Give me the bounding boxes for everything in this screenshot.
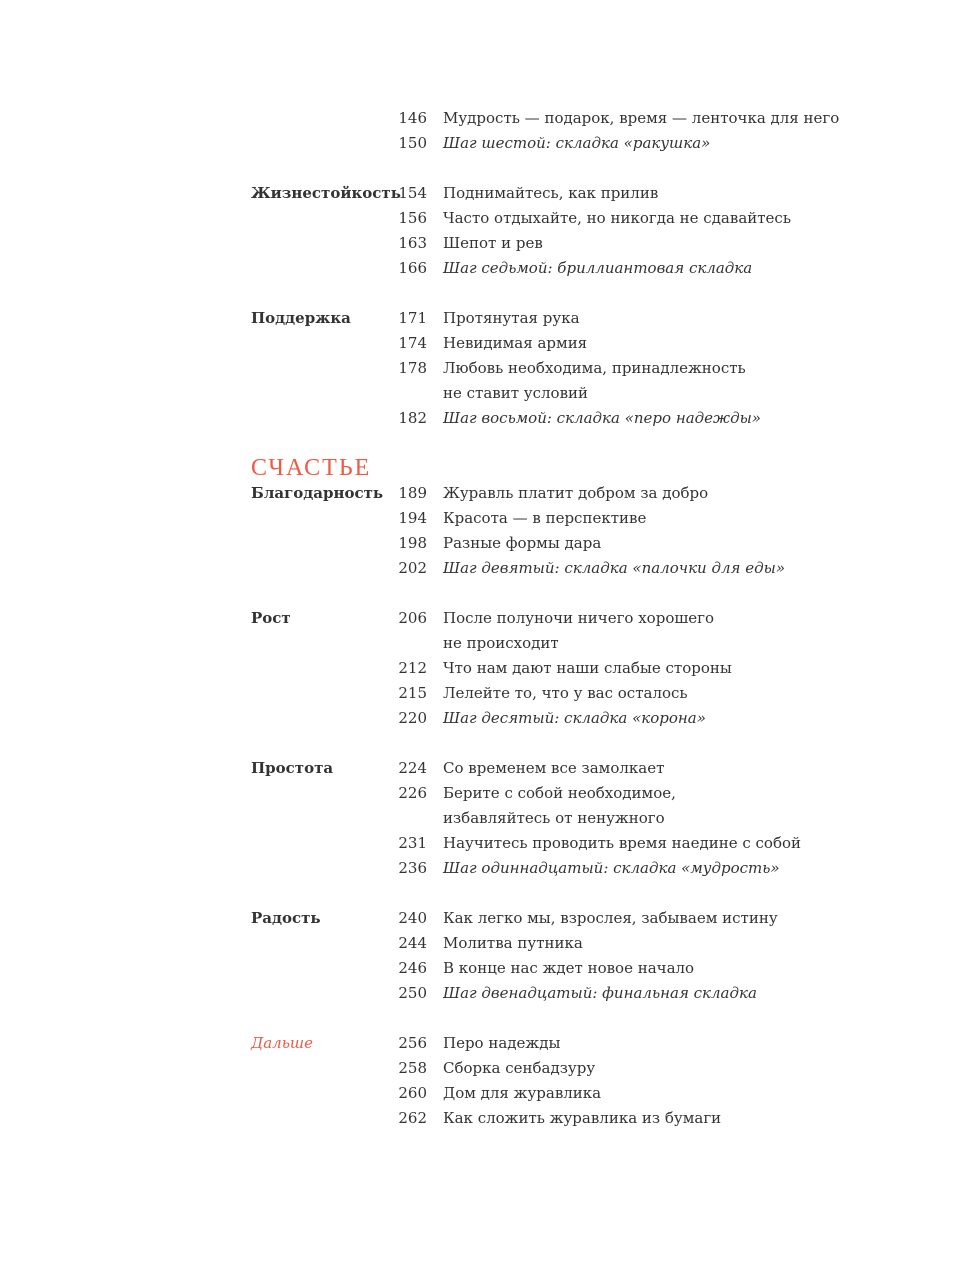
toc-entry: [251, 831, 891, 856]
entry-title[interactable]: Шепот и рев: [443, 234, 543, 252]
toc-entry: [251, 106, 891, 131]
entry-title[interactable]: Шаг шестой: складка «ракушка»: [443, 134, 711, 152]
page-number[interactable]: 224: [398, 759, 427, 777]
toc-entry: [251, 531, 891, 556]
page-number[interactable]: 250: [398, 984, 427, 1002]
entry-title[interactable]: Что нам дают наши слабые стороны: [443, 659, 732, 677]
entry-title[interactable]: Шаг восьмой: складка «перо надежды»: [443, 409, 761, 427]
page-number[interactable]: 244: [398, 934, 427, 952]
toc-entry: [251, 856, 891, 881]
page-number[interactable]: 194: [398, 509, 427, 527]
entry-title[interactable]: Берите с собой необходимое,: [443, 784, 676, 802]
page-number[interactable]: 166: [398, 259, 427, 277]
page-number[interactable]: 171: [398, 309, 427, 327]
toc-entry: [251, 306, 891, 331]
page-number[interactable]: 260: [398, 1084, 427, 1102]
section-label: Рост: [251, 609, 291, 627]
toc-entry: [251, 1081, 891, 1106]
toc-entry: [251, 481, 891, 506]
page-number[interactable]: 226: [398, 784, 427, 802]
page-number[interactable]: 156: [398, 209, 427, 227]
page-number[interactable]: 206: [398, 609, 427, 627]
spacer: [251, 156, 891, 181]
page-number[interactable]: 215: [398, 684, 427, 702]
toc-entry: [251, 381, 891, 406]
section-label: Простота: [251, 759, 334, 777]
page-number[interactable]: 189: [398, 484, 427, 502]
toc-entry: [251, 256, 891, 281]
spacer: [251, 881, 891, 906]
entry-title[interactable]: Как легко мы, взрослея, забываем истину: [443, 909, 778, 927]
page-number[interactable]: 198: [398, 534, 427, 552]
entry-title[interactable]: Шаг двенадцатый: финальная складка: [443, 984, 757, 1002]
toc-entry: [251, 656, 891, 681]
page-number[interactable]: 236: [398, 859, 427, 877]
entry-title[interactable]: не ставит условий: [443, 384, 589, 402]
toc-entry: [251, 131, 891, 156]
toc-entry: [251, 906, 891, 931]
section-label: Благодарность: [251, 484, 384, 502]
entry-title[interactable]: Поднимайтесь, как прилив: [443, 184, 659, 202]
entry-title[interactable]: Любовь необходима, принадлежность: [443, 359, 746, 377]
toc-entry: [251, 631, 891, 656]
toc-entry: [251, 756, 891, 781]
section-label: Радость: [251, 909, 321, 927]
toc-entry: [251, 506, 891, 531]
entry-title[interactable]: Мудрость — подарок, время — ленточка для него: [443, 109, 840, 127]
toc-entry: [251, 706, 891, 731]
entry-title[interactable]: Невидимая армия: [443, 334, 588, 352]
entry-title[interactable]: Как сложить журавлика из бумаги: [443, 1109, 722, 1127]
page-number[interactable]: 240: [398, 909, 427, 927]
entry-title[interactable]: не происходит: [443, 634, 559, 652]
spacer: [251, 1006, 891, 1031]
page-number[interactable]: 262: [398, 1109, 427, 1127]
entry-title[interactable]: избавляйтесь от ненужного: [443, 809, 665, 827]
entry-title[interactable]: Дом для журавлика: [443, 1084, 602, 1102]
table-of-contents: [251, 106, 891, 1131]
section-label: Дальше: [251, 1034, 313, 1052]
spacer: [251, 431, 891, 456]
entry-title[interactable]: В конце нас ждет новое начало: [443, 959, 695, 977]
spacer: [251, 731, 891, 756]
toc-entry: [251, 406, 891, 431]
spacer: [251, 581, 891, 606]
entry-title[interactable]: Шаг девятый: складка «палочки для еды»: [443, 559, 786, 577]
page-number[interactable]: 150: [398, 134, 427, 152]
entry-title[interactable]: Лелейте то, что у вас осталось: [443, 684, 688, 702]
toc-entry: [251, 1031, 891, 1056]
page-number[interactable]: 246: [398, 959, 427, 977]
entry-title[interactable]: Часто отдыхайте, но никогда не сдавайтесь: [443, 209, 792, 227]
page-number[interactable]: 258: [398, 1059, 427, 1077]
entry-title[interactable]: Со временем все замолкает: [443, 759, 665, 777]
toc-entry: [251, 781, 891, 806]
entry-title[interactable]: После полуночи ничего хорошего: [443, 609, 715, 627]
entry-title[interactable]: Шаг десятый: складка «корона»: [443, 709, 706, 727]
page-number[interactable]: 202: [398, 559, 427, 577]
section-label: Жизнестойкость: [251, 184, 401, 202]
toc-entry: [251, 681, 891, 706]
entry-title[interactable]: Разные формы дара: [443, 534, 602, 552]
entry-title[interactable]: Журавль платит добром за добро: [443, 484, 709, 502]
entry-title[interactable]: Шаг одиннадцатый: складка «мудрость»: [443, 859, 780, 877]
section-label: Поддержка: [251, 309, 351, 327]
page-number[interactable]: 154: [398, 184, 427, 202]
toc-entry: [251, 1056, 891, 1081]
entry-title[interactable]: Сборка сенбадзуру: [443, 1059, 596, 1077]
page-number[interactable]: 256: [398, 1034, 427, 1052]
toc-entry: [251, 931, 891, 956]
page-number[interactable]: 163: [398, 234, 427, 252]
toc-entry: [251, 206, 891, 231]
toc-entry: [251, 956, 891, 981]
entry-title[interactable]: Молитва путника: [443, 934, 583, 952]
toc-entry: [251, 356, 891, 381]
entry-title[interactable]: Протянутая рука: [443, 309, 580, 327]
page-number[interactable]: 146: [398, 109, 427, 127]
page-number[interactable]: 212: [398, 659, 427, 677]
page-number[interactable]: 220: [398, 709, 427, 727]
toc-entry: [251, 331, 891, 356]
toc-entry: [251, 806, 891, 831]
part-heading: СЧАСТЬЕ: [251, 455, 372, 481]
toc-entry: [251, 1106, 891, 1131]
toc-entry: [251, 606, 891, 631]
toc-entry: [251, 231, 891, 256]
spacer: [251, 281, 891, 306]
entry-title[interactable]: Научитесь проводить время наедине с собой: [443, 834, 802, 852]
page-number[interactable]: 182: [398, 409, 427, 427]
page-number[interactable]: 178: [398, 359, 427, 377]
page-number[interactable]: 174: [398, 334, 427, 352]
toc-entry: [251, 556, 891, 581]
entry-title[interactable]: Шаг седьмой: бриллиантовая складка: [443, 259, 753, 277]
toc-entry: [251, 981, 891, 1006]
page-number[interactable]: 231: [398, 834, 427, 852]
entry-title[interactable]: Красота — в перспективе: [443, 509, 647, 527]
entry-title[interactable]: Перо надежды: [443, 1034, 561, 1052]
toc-entry: [251, 181, 891, 206]
